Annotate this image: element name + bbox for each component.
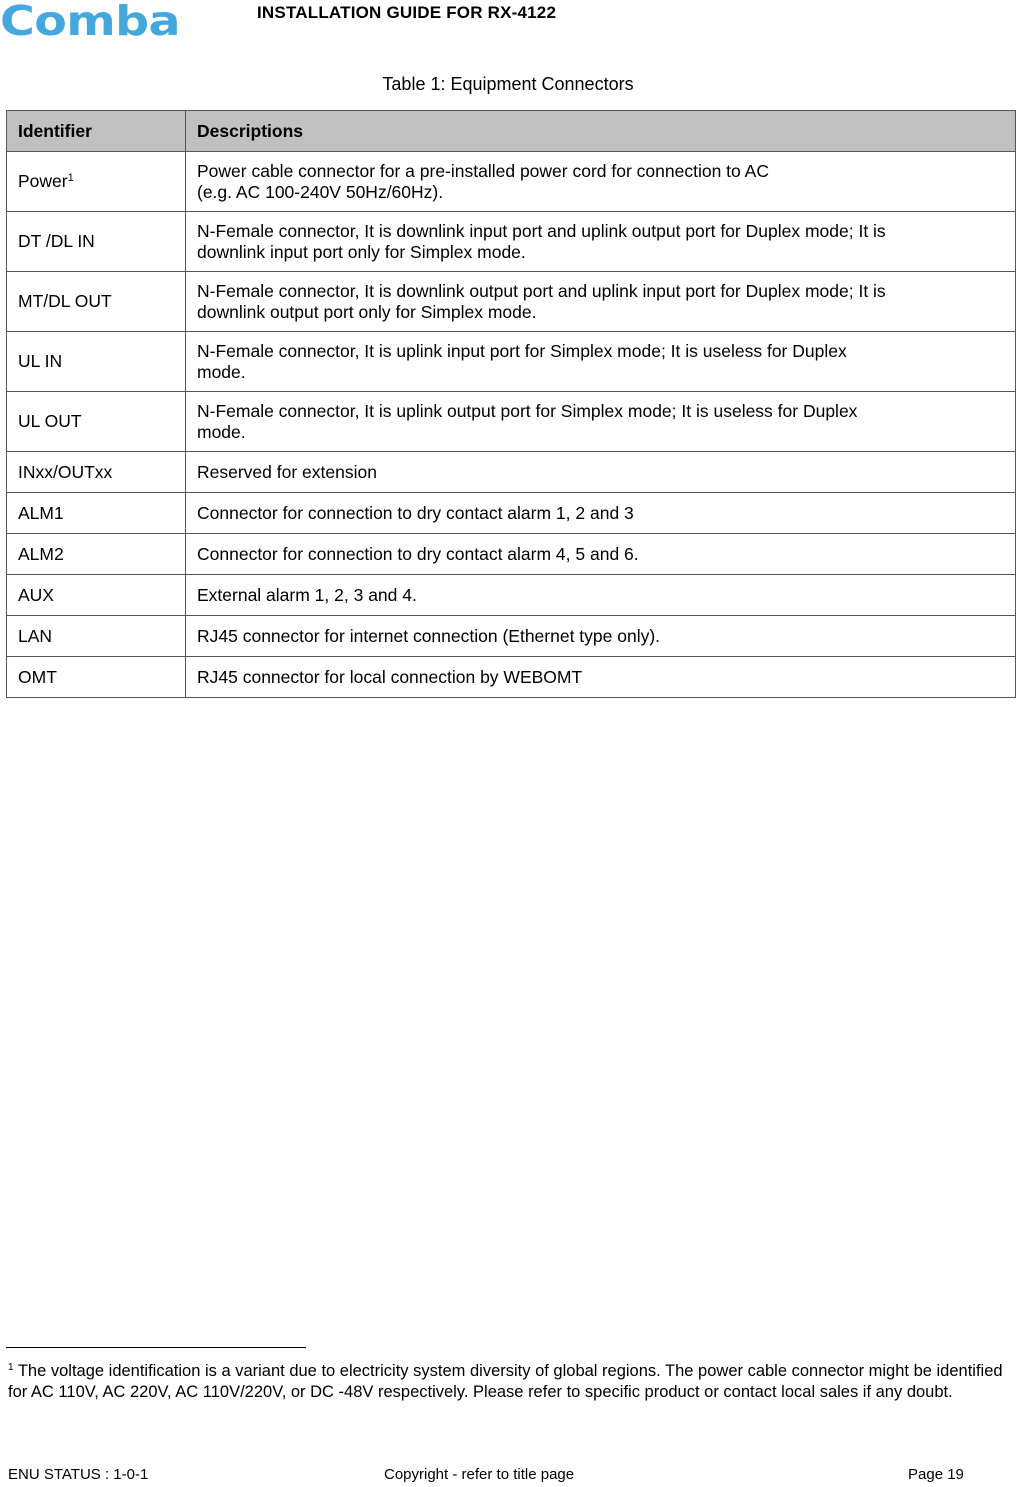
comba-logo — [0, 2, 182, 42]
description-line: (e.g. AC 100-240V 50Hz/60Hz). — [197, 181, 444, 202]
description-line: External alarm 1, 2, 3 and 4. — [197, 584, 417, 605]
footer-status: ENU STATUS : 1-0-1 — [8, 1466, 149, 1483]
table-row — [7, 212, 1016, 272]
table-row — [7, 534, 1016, 575]
footnote-reference: 1 — [67, 172, 74, 184]
identifier-text: LAN — [18, 625, 53, 646]
table-row — [7, 272, 1016, 332]
identifier-text: UL IN — [18, 351, 63, 371]
description-line: Connector for connection to dry contact alarm 4, 5 and 6. — [197, 543, 639, 564]
identifier-text: MT/DL OUT — [18, 291, 112, 311]
connector-description — [186, 392, 1016, 452]
connector-description — [186, 212, 1016, 272]
connector-identifier — [7, 493, 186, 534]
connector-identifier — [7, 534, 186, 575]
table-row — [7, 152, 1016, 212]
connector-identifier — [7, 452, 186, 493]
footnote-mark: 1 — [8, 1362, 14, 1373]
connector-identifier — [7, 272, 186, 332]
table-row — [7, 616, 1016, 657]
connector-description — [186, 272, 1016, 332]
identifier-text: ALM2 — [18, 543, 64, 564]
identifier-text: INxx/OUTxx — [18, 461, 113, 482]
connector-description — [186, 575, 1016, 616]
table-row — [7, 392, 1016, 452]
connector-identifier — [7, 657, 186, 698]
connector-description — [186, 452, 1016, 493]
connector-description — [186, 152, 1016, 212]
footer-page-number: Page 19 — [908, 1466, 964, 1483]
table-row — [7, 452, 1016, 493]
table-row — [7, 332, 1016, 392]
description-line: downlink output port only for Simplex mode. — [197, 301, 537, 322]
footnote-text: The voltage identification is a variant due to electricity system diversity of global regions. The power cable connector might be identified for AC 110V, AC 220V, AC 110V/220V, or DC -48V respectively. Please refer to specific product or contact local sales if any doubt. — [8, 1362, 1003, 1401]
document-title: INSTALLATION GUIDE FOR RX-4122 — [257, 3, 557, 22]
identifier-text: AUX — [18, 584, 54, 605]
connector-identifier — [7, 332, 186, 392]
description-line: mode. — [197, 361, 246, 382]
connector-description — [186, 616, 1016, 657]
table-row — [7, 575, 1016, 616]
identifier-text: UL OUT — [18, 411, 82, 431]
connector-description — [186, 493, 1016, 534]
description-line: Power cable connector for a pre-installed power cord for connection to AC — [197, 160, 769, 181]
description-line: Reserved for extension — [197, 461, 377, 482]
footnote — [8, 1361, 1016, 1403]
equipment-connectors-table — [6, 110, 1016, 698]
identifier-text: DT /DL IN — [18, 231, 95, 251]
description-line: Connector for connection to dry contact alarm 1, 2 and 3 — [197, 502, 634, 523]
description-line: N-Female connector, It is uplink input port for Simplex mode; It is useless for Duplex — [197, 340, 847, 361]
description-line: N-Female connector, It is downlink output port and uplink input port for Duplex mode; It is — [197, 280, 886, 301]
header-identifier: Identifier — [7, 111, 186, 152]
connector-identifier — [7, 575, 186, 616]
description-line: downlink input port only for Simplex mode. — [197, 241, 526, 262]
connector-description — [186, 534, 1016, 575]
connector-description — [186, 332, 1016, 392]
footer-copyright: Copyright - refer to title page — [384, 1466, 575, 1483]
table-row — [7, 657, 1016, 698]
table-header-row — [7, 111, 1016, 152]
description-line: RJ45 connector for internet connection (Ethernet type only). — [197, 625, 661, 646]
identifier-text: ALM1 — [18, 502, 64, 523]
header-descriptions: Descriptions — [186, 111, 1016, 152]
connector-identifier — [7, 392, 186, 452]
svg-text:Comba: Comba — [0, 2, 180, 42]
description-line: N-Female connector, It is downlink input port and uplink output port for Duplex mode; It is — [197, 220, 886, 241]
connector-identifier — [7, 212, 186, 272]
identifier-text: OMT — [18, 666, 57, 687]
table-caption: Table 1: Equipment Connectors — [382, 74, 634, 94]
connector-description — [186, 657, 1016, 698]
description-line: RJ45 connector for local connection by WEBOMT — [197, 666, 583, 687]
identifier-text: Power — [18, 171, 68, 191]
description-line: mode. — [197, 421, 246, 442]
connector-identifier — [7, 616, 186, 657]
description-line: N-Female connector, It is uplink output port for Simplex mode; It is useless for Duplex — [197, 400, 858, 421]
footnote-separator — [6, 1347, 306, 1348]
table-row — [7, 493, 1016, 534]
connector-identifier — [7, 152, 186, 212]
